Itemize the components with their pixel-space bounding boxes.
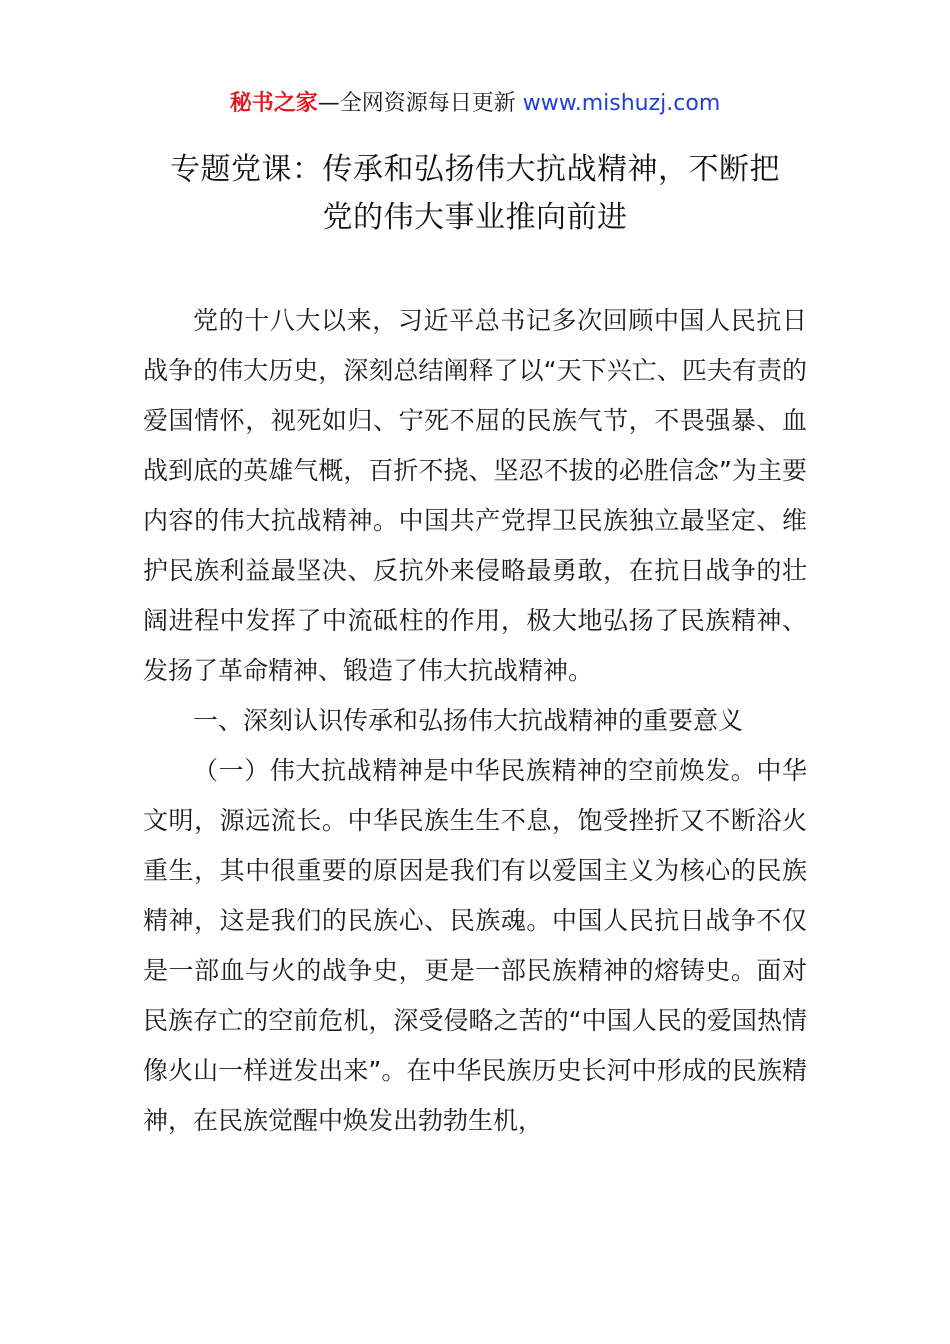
document-title xyxy=(140,146,810,242)
document-body xyxy=(143,296,807,1146)
site-tagline: —全网资源每日更新 xyxy=(317,91,523,116)
title-line-1: 专题党课：传承和弘扬伟大抗战精神，不断把 xyxy=(170,152,780,187)
section-heading-1: 一、深刻认识传承和弘扬伟大抗战精神的重要意义 xyxy=(193,706,744,735)
paragraph-section-1-1: （一）伟大抗战精神是中华民族精神的空前焕发。中华文明，源远流长。中华民族生生不息，饱受挫折又不断浴火重生，其中很重要的原因是我们有以爱国主义为核心的民族精神，这是我们的民族心、民族魂。中国人民抗日战争不仅是一部血与火的战争史，更是一部民族精神的熔铸史。面对民族存亡的空前危机，深受侵略之苦的“中国人民的爱国热情像火山一样迸发出来”。在中华民族历史长河中形成的民族精神，在民族觉醒中焕发出勃勃生机， xyxy=(143,756,807,1135)
site-header xyxy=(0,88,950,120)
site-brand: 秘书之家 xyxy=(229,91,318,116)
site-url-link[interactable]: www.mishuzj.com xyxy=(522,91,721,116)
title-line-2: 党的伟大事业推向前进 xyxy=(322,200,628,235)
paragraph-intro: 党的十八大以来，习近平总书记多次回顾中国人民抗日战争的伟大历史，深刻总结阐释了以“天下兴亡、匹夫有责的爱国情怀，视死如归、宁死不屈的民族气节，不畏强暴、血战到底的英雄气概，百折不挠、坚忍不拔的必胜信念”为主要内容的伟大抗战精神。中国共产党捍卫民族独立最坚定、维护民族利益最坚决、反抗外来侵略最勇敢，在抗日战争的壮阔进程中发挥了中流砥柱的作用，极大地弘扬了民族精神、发扬了革命精神、锻造了伟大抗战精神。 xyxy=(143,306,807,685)
